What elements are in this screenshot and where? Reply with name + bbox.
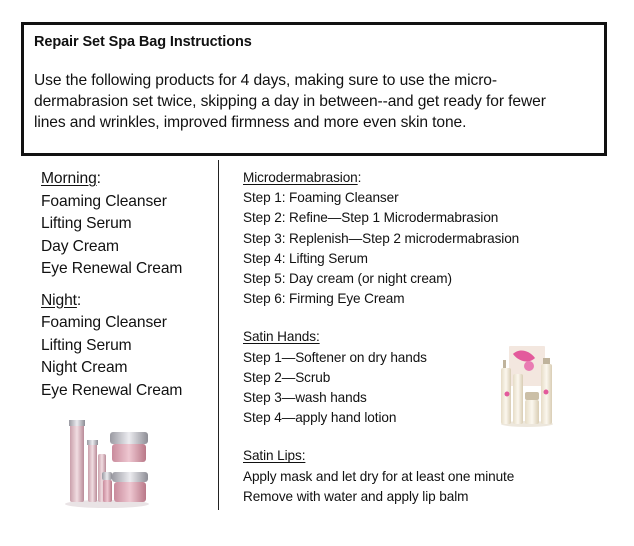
microdermabrasion-step: Step 4: Lifting Serum [243,250,368,266]
microdermabrasion-heading-label: Microdermabrasion [243,170,358,185]
night-item: Lifting Serum [41,336,132,354]
morning-item: Lifting Serum [41,215,132,232]
satin-hands-step: Step 2—Scrub [243,369,331,385]
repair-set-products-icon [62,414,152,510]
satin-lips-heading [243,446,519,466]
satin-lips-step: Remove with water and apply lip balm [243,488,469,504]
morning-item: Eye Renewal Cream [41,260,183,277]
night-heading-label: Night [41,291,77,309]
satin-hands-products-icon [499,344,555,428]
satin-hands-heading [243,327,519,347]
microdermabrasion-step: Step 5: Day cream (or night cream) [243,271,452,287]
microdermabrasion-step: Step 3: Replenish—Step 2 microdermabrasion [243,230,520,246]
microdermabrasion-heading [243,168,519,188]
header-body-line: lines and wrinkles, improved firmness and more even skin tone. [34,114,467,131]
heading-colon: : [76,291,82,309]
morning-heading [41,168,182,191]
microdermabrasion-step: Step 2: Refine—Step 1 Microdermabrasion [243,210,499,226]
column-divider [218,160,219,510]
morning-item: Foaming Cleanser [41,192,167,210]
satin-hands-heading-label: Satin Hands: [243,329,320,345]
satin-hands-step: Step 1—Softener on dry hands [243,349,427,365]
satin-hands-step: Step 4—apply hand lotion [243,410,397,426]
header-title: Repair Set Spa Bag Instructions [34,34,252,50]
heading-colon: : [96,170,101,187]
morning-item: Day Cream [41,237,119,255]
night-item: Eye Renewal Cream [41,381,183,399]
morning-heading-label: Morning [41,170,97,187]
heading-colon: : [357,170,362,185]
satin-lips-step: Apply mask and let dry for at least one minute [243,468,515,484]
instructions-header-box [21,22,607,156]
night-heading [41,290,182,313]
treatments-column [243,168,519,507]
microdermabrasion-step: Step 1: Foaming Cleanser [243,190,399,206]
header-body-line: dermabrasion set twice, skipping a day in between--and get ready for fewer [34,93,546,110]
satin-hands-step: Step 3—wash hands [243,390,367,406]
night-item: Night Cream [41,359,128,376]
night-item: Foaming Cleanser [41,314,167,331]
microdermabrasion-step: Step 6: Firming Eye Cream [243,291,405,307]
header-body-line: Use the following products for 4 days, making sure to use the micro- [34,72,497,89]
daily-routine-column [41,168,182,402]
satin-lips-heading-label: Satin Lips: [243,448,306,464]
header-body [34,70,600,133]
